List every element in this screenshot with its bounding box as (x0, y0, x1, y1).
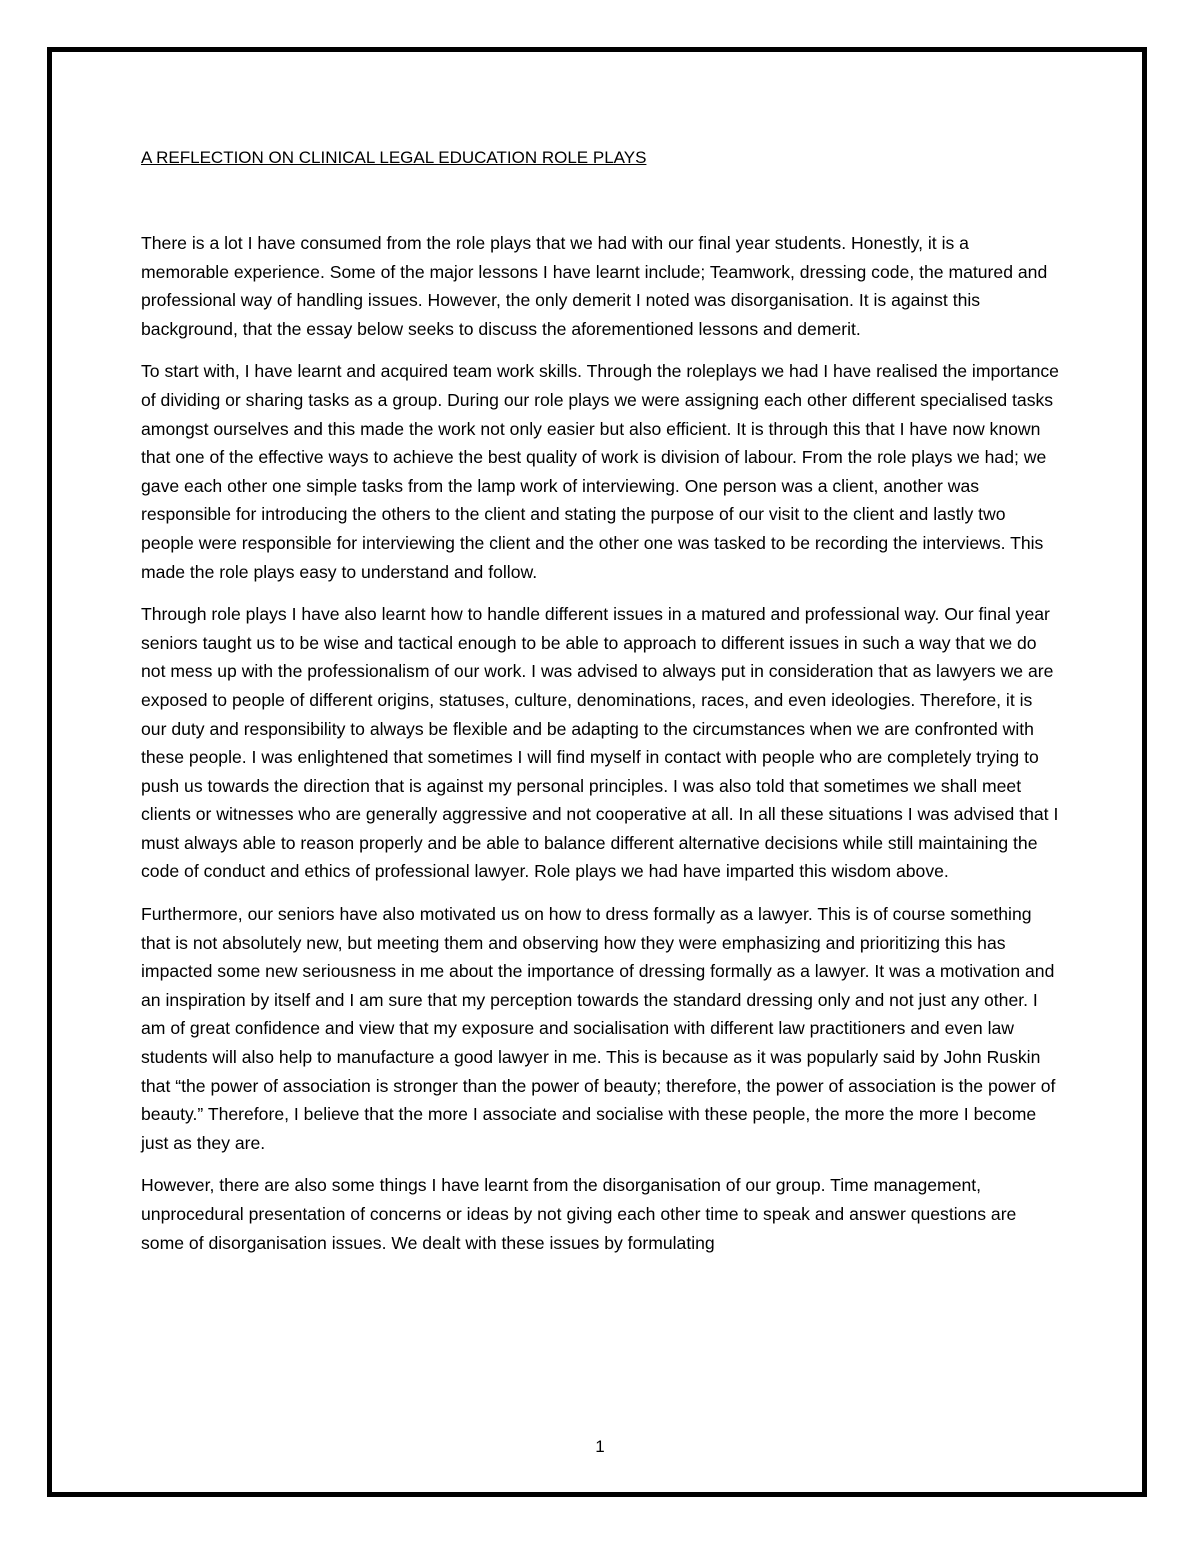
paragraph-dress-code: Furthermore, our seniors have also motivated us on how to dress formally as a lawyer. This is of course something that is not absolutely new, but meeting them and observing how they were emphasizing and prioritizing this has impacted some new seriousness in me about the importance of dressing formally as a lawyer. It was a motivation and an inspiration by itself and I am sure that my perception towards the standard dressing only and not just any other. I am of great confidence and view that my exposure and socialisation with different law practitioners and even law students will also help to manufacture a good lawyer in me. This is because as it was popularly said by John Ruskin that “the power of association is stronger than the power of beauty; therefore, the power of association is the power of beauty.” Therefore, I believe that the more I associate and socialise with these people, the more the more I become just as they are. (141, 904, 1056, 1153)
document-title: A REFLECTION ON CLINICAL LEGAL EDUCATION ROLE PLAYS (141, 148, 647, 167)
paragraph-introduction: There is a lot I have consumed from the role plays that we had with our final year students. Honestly, it is a memorable experience. Some of the major lessons I have learnt include; Teamwork, dressing code, the matured and professional way of handling issues. However, the only demerit I noted was disorganisation. It is against this background, that the essay below seeks to discuss the aforementioned lessons and demerit. (141, 233, 1048, 339)
paragraph-disorganisation: However, there are also some things I have learnt from the disorganisation of our group. Time management, unprocedural presentation of concerns or ideas by not giving each other time to speak and answer questions are some of disorganisation issues. We dealt with these issues by formulating (141, 1175, 1017, 1253)
paragraph-teamwork: To start with, I have learnt and acquired team work skills. Through the roleplays we had I have realised the importance of dividing or sharing tasks as a group. During our role plays we were assigning each other different specialised tasks amongst ourselves and this made the work not only easier but also efficient. It is through this that I have now known that one of the effective ways to achieve the best quality of work is division of labour. From the role plays we had; we gave each other one simple tasks from the lamp work of interviewing. One person was a client, another was responsible for introducing the others to the client and stating the purpose of our visit to the client and lastly two people were responsible for interviewing the client and the other one was tasked to be recording the interviews. This made the role plays easy to understand and follow. (141, 361, 1059, 582)
page-number: 1 (595, 1437, 605, 1456)
paragraph-professionalism: Through role plays I have also learnt how to handle different issues in a matured and professional way. Our final year seniors taught us to be wise and tactical enough to be able to approach to different issues in such a way that we do not mess up with the professionalism of our work. I was advised to always put in consideration that as lawyers we are exposed to people of different origins, statuses, culture, denominations, races, and even ideologies. Therefore, it is our duty and responsibility to always be flexible and be adapting to the circumstances when we are confronted with these people. I was enlightened that sometimes I will find myself in contact with people who are completely trying to push us towards the direction that is against my personal principles. I was also told that sometimes we shall meet clients or witnesses who are generally aggressive and not cooperative at all. In all these situations I was advised that I must always able to reason properly and be able to balance different alternative decisions while still maintaining the code of conduct and ethics of professional lawyer. Role plays we had have imparted this wisdom above. (141, 604, 1059, 882)
document-body (141, 145, 1061, 1271)
